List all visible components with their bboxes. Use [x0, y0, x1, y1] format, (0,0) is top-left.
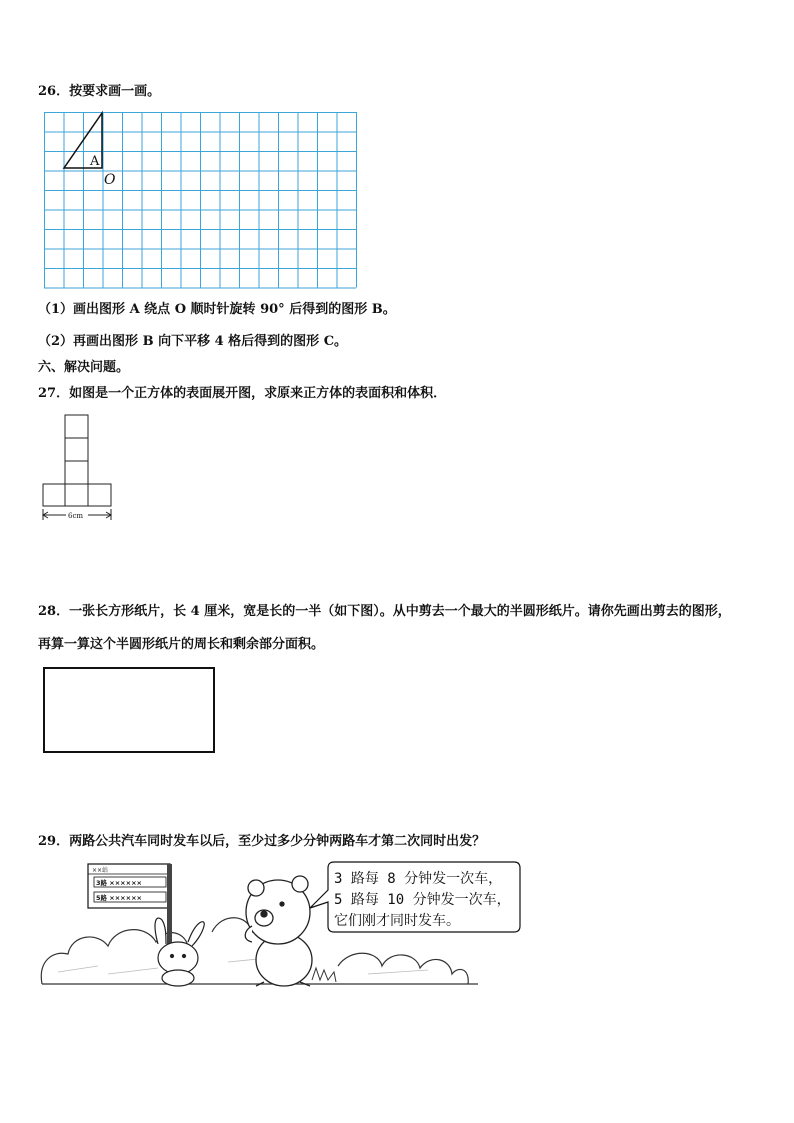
sign-row-2: 5路 ×××××× — [96, 894, 142, 902]
bubble-line-3: 它们刚才同时发车。 — [334, 913, 460, 929]
q28-line1: 28．一张长方形纸片，长 4 厘米，宽是长的一半（如下图）。从中剪去一个最大的半圆形纸片。请你先画出剪去的图形， — [38, 604, 731, 619]
q26-title: 26．按要求画一画。 — [38, 84, 161, 99]
cube-net-figure — [40, 412, 120, 522]
net-square-3 — [65, 461, 88, 484]
label-a: A — [90, 154, 100, 169]
grid-lines — [44, 112, 357, 288]
bubble-line-2: 5 路每 10 分钟发一次车， — [334, 892, 511, 908]
net-square-2 — [65, 438, 88, 461]
net-square-right — [88, 484, 111, 506]
label-o: O — [104, 172, 116, 188]
dimension-label: 6cm — [68, 512, 84, 520]
q26-grid-figure — [44, 112, 360, 290]
sign-row-1: 3路 ×××××× — [96, 879, 142, 887]
q26-sub1: （1）画出图形 A 绕点 O 顺时针旋转 90° 后得到的图形 B。 — [38, 302, 396, 317]
q27-title: 27．如图是一个正方体的表面展开图，求原来正方体的表面积和体积． — [38, 386, 447, 401]
q26-sub2: （2）再画出图形 B 向下平移 4 格后得到的图形 C。 — [38, 334, 348, 349]
speech-bubble — [310, 862, 520, 932]
bear-illustration — [245, 876, 312, 986]
bus-stop-illustration — [38, 862, 528, 994]
grass — [312, 968, 336, 982]
bubble-line-1: 3 路每 8 分钟发一次车， — [334, 871, 503, 887]
rabbit-illustration — [155, 918, 204, 986]
net-square-top — [65, 415, 88, 438]
q28-line2: 再算一算这个半圆形纸片的周长和剩余部分面积。 — [38, 637, 325, 652]
q29-title: 29．两路公共汽车同时发车以后，至少过多少分钟两路车才第二次同时出发？ — [38, 834, 486, 849]
rectangle-paper-figure — [42, 666, 218, 756]
section-6-heading: 六、解决问题。 — [38, 360, 130, 375]
sign-title: ××站 — [92, 867, 109, 874]
rectangle-paper — [44, 668, 214, 752]
net-square-center — [65, 484, 88, 506]
net-square-left — [43, 484, 65, 506]
